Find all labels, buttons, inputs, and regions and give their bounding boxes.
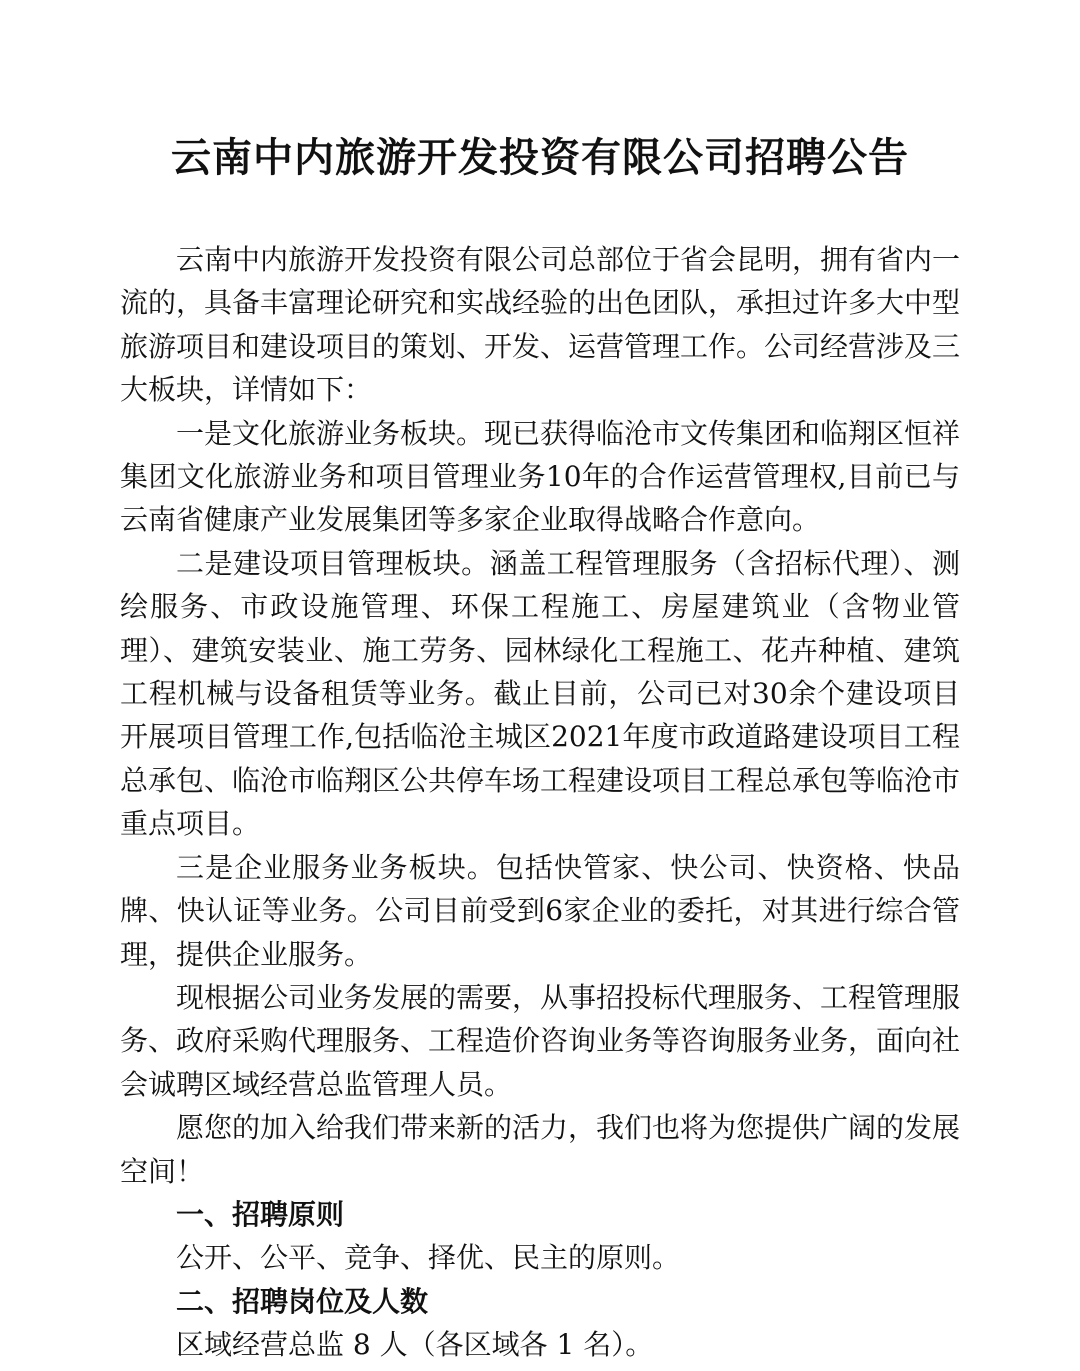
- business-segment-1-paragraph: 一是文化旅游业务板块。现已获得临沧市文传集团和临翔区恒祥集团文化旅游业务和项目管理业务10年的合作运营管理权,目前已与云南省健康产业发展集团等多家企业取得战略合作意向。: [120, 416, 961, 537]
- section-heading-positions: 二、招聘岗位及人数: [176, 1284, 429, 1318]
- welcome-paragraph: 愿您的加入给我们带来新的活力，我们也将为您提供广阔的发展空间！: [120, 1111, 961, 1188]
- document-body: [120, 238, 960, 1367]
- business-segment-3-paragraph: 三是企业服务业务板块。包括快管家、快公司、快资格、快品牌、快认证等业务。公司目前受到6家企业的委托，对其进行综合管理，提供企业服务。: [120, 850, 960, 971]
- business-segment-2-paragraph: 二是建设项目管理板块。涵盖工程管理服务（含招标代理）、测绘服务、市政设施管理、环保工程施工、房屋建筑业（含物业管理）、建筑安装业、施工劳务、园林绿化工程施工、花卉种植、建筑工程机械与设备租赁等业务。截止目前，公司已对30余个建设项目开展项目管理工作,包括临沧主城区2021年度市政道路建设项目工程总承包、临沧市临翔区公共停车场工程建设项目工程总承包等临沧市重点项目。: [120, 546, 961, 841]
- section-heading-principles: 一、招聘原则: [176, 1197, 345, 1231]
- positions-text: 区域经营总监 8 人（各区域各 1 名）。: [176, 1328, 654, 1362]
- intro-paragraph: 云南中内旅游开发投资有限公司总部位于省会昆明，拥有省内一流的，具备丰富理论研究和实战经验的出色团队，承担过许多大中型旅游项目和建设项目的策划、开发、运营管理工作。公司经营涉及三大板块，详情如下：: [120, 243, 961, 407]
- recruitment-purpose-paragraph: 现根据公司业务发展的需要，从事招投标代理服务、工程管理服务、政府采购代理服务、工程造价咨询业务等咨询服务业务，面向社会诚聘区域经营总监管理人员。: [120, 980, 961, 1101]
- principles-text: 公开、公平、竞争、择优、民主的原则。: [176, 1241, 681, 1275]
- document-title: 云南中内旅游开发投资有限公司招聘公告: [171, 135, 909, 181]
